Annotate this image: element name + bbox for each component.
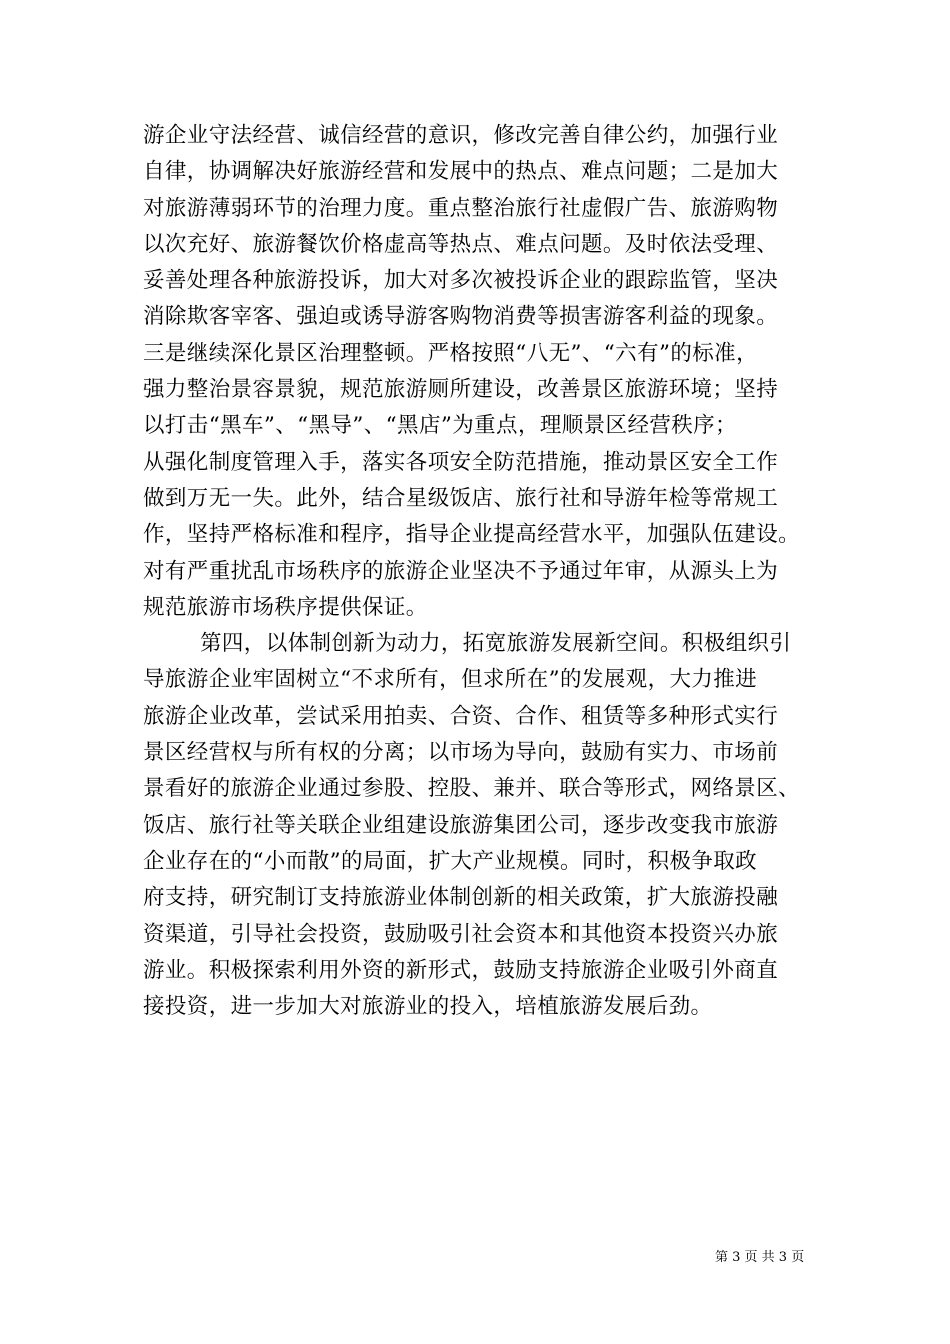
text-line: 游企业守法经营、诚信经营的意识，修改完善自律公约，加强行业 (143, 123, 779, 148)
text-line: 景区经营权与所有权的分离；以市场为导向，鼓励有实力、市场前 (143, 740, 779, 766)
text-line: 做到万无一失。此外，结合星级饭店、旅行社和导游年检等常规工 (143, 485, 779, 511)
text-line: 以次充好、旅游餐饮价格虚高等热点、难点问题。及时依法受理、 (143, 231, 779, 257)
text-line: 景看好的旅游企业通过参股、控股、兼并、联合等形式，网络景区、 (143, 776, 801, 802)
text-line: 导旅游企业牢固树立“不求所有，但求所在”的发展观，大力推进 (143, 667, 758, 693)
text-line: 消除欺客宰客、强迫或诱导游客购物消费等损害游客利益的现象。 (143, 304, 779, 330)
paragraph-continued (143, 118, 805, 626)
text-line: 强力整治景容景貌，规范旅游厕所建设，改善景区旅游环境；坚持 (143, 377, 779, 403)
text-line: 三是继续深化景区治理整顿。严格按照“八无”、“六有”的标准， (143, 340, 758, 366)
text-line: 游业。积极探索利用外资的新形式，鼓励支持旅游企业吸引外商直 (143, 957, 779, 983)
text-line: 接投资，进一步加大对旅游业的投入，培植旅游发展后劲。 (143, 994, 713, 1020)
text-line: 资渠道，引导社会投资，鼓励吸引社会资本和其他资本投资兴办旅 (143, 921, 779, 947)
text-line: 旅游企业改革，尝试采用拍卖、合资、合作、租赁等多种形式实行 (143, 703, 779, 729)
text-line: 自律，协调解决好旅游经营和发展中的热点、难点问题；二是加大 (143, 159, 779, 185)
text-line: 作，坚持严格标准和程序，指导企业提高经营水平，加强队伍建设。 (143, 522, 801, 548)
text-line: 企业存在的“小而散”的局面，扩大产业规模。同时，积极争取政 (143, 848, 758, 874)
text-line: 妥善处理各种旅游投诉，加大对多次被投诉企业的跟踪监管，坚决 (143, 268, 779, 294)
text-line: 从强化制度管理入手，落实各项安全防范措施，推动景区安全工作 (143, 449, 779, 475)
text-line: 规范旅游市场秩序提供保证。 (143, 594, 428, 620)
page-number-footer: 第 3 页 共 3 页 (715, 1250, 805, 1265)
paragraph-fourth (143, 626, 805, 1025)
text-line: 饭店、旅行社等关联企业组建设旅游集团公司，逐步改变我市旅游 (143, 812, 779, 838)
text-line: 对旅游薄弱环节的治理力度。重点整治旅行社虚假广告、旅游购物 (143, 195, 779, 221)
text-line: 府支持，研究制订支持旅游业体制创新的相关政策，扩大旅游投融 (143, 885, 779, 911)
document-body (143, 118, 805, 1025)
text-line: 对有严重扰乱市场秩序的旅游企业坚决不予通过年审，从源头上为 (143, 558, 779, 584)
text-line: 以打击“黑车”、“黑导”、“黑店”为重点，理顺景区经营秩序； (143, 413, 737, 439)
text-line-first: 第四，以体制创新为动力，拓宽旅游发展新空间。积极组织引 (200, 631, 792, 657)
